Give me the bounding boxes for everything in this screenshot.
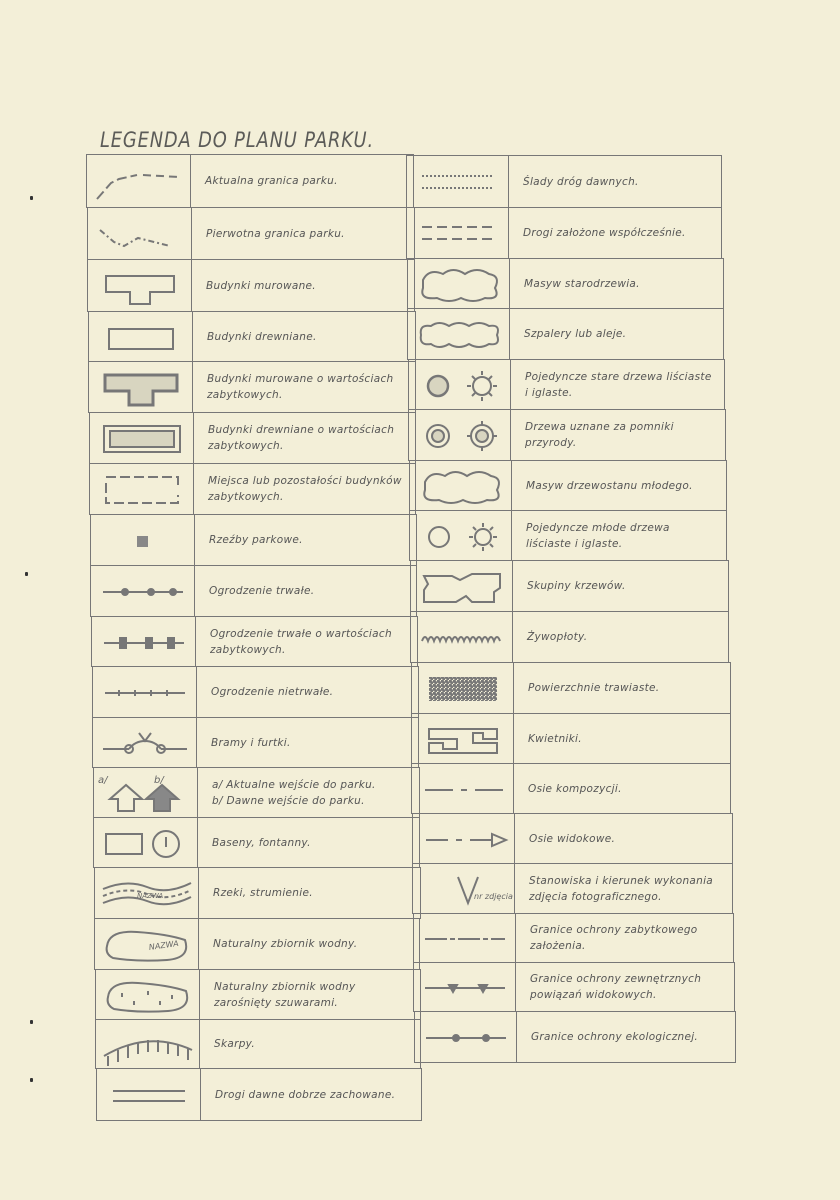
sculpture-icon bbox=[93, 516, 193, 564]
old-road-icon bbox=[99, 1071, 199, 1119]
old-tree-mass-icon bbox=[409, 260, 509, 308]
legend-label: Aktualna granica parku. bbox=[205, 175, 338, 187]
river-icon bbox=[97, 869, 197, 917]
legend-label: Pierwotna granica parku. bbox=[206, 227, 345, 240]
legend-row bbox=[90, 565, 417, 617]
legend-row bbox=[411, 713, 731, 764]
shrub-groups-icon bbox=[412, 562, 512, 610]
scan-mark bbox=[30, 1020, 33, 1024]
legend-label: Budynki murowane. bbox=[206, 279, 316, 292]
legend-label: a/ Aktualne wejście do parku. b/ Dawne wejście do parku. bbox=[212, 778, 376, 807]
photo-point-icon bbox=[414, 865, 514, 913]
monument-protection-boundary-icon bbox=[415, 914, 515, 962]
legend-row bbox=[408, 359, 725, 410]
legend-row bbox=[89, 412, 416, 464]
legend-label: Masyw drzewostanu młodego. bbox=[526, 479, 693, 492]
legend-label: Pojedyncze stare drzewa liściaste i iglaste. bbox=[525, 370, 712, 399]
legend-symbol-cell bbox=[92, 617, 196, 666]
legend-symbol-cell bbox=[88, 208, 192, 259]
legend-symbol-cell bbox=[413, 864, 515, 913]
legend-symbol-cell bbox=[412, 714, 514, 763]
legend-label: Ślady dróg dawnych. bbox=[523, 175, 639, 188]
modern-road-icon bbox=[408, 209, 508, 257]
monument-trees-icon bbox=[410, 411, 510, 459]
legend-row bbox=[90, 514, 417, 566]
scan-mark bbox=[25, 572, 28, 576]
legend-row bbox=[407, 308, 724, 360]
symbol-text: NAZWA bbox=[136, 892, 163, 900]
composition-axis-icon bbox=[413, 765, 513, 813]
legend-row bbox=[406, 207, 722, 259]
legend-symbol-cell bbox=[95, 919, 199, 969]
ecological-boundary-icon bbox=[416, 1013, 516, 1061]
legend-symbol-cell bbox=[410, 511, 512, 560]
legend-label: Skarpy. bbox=[214, 1038, 255, 1050]
dashed-boundary-icon bbox=[89, 157, 189, 205]
legend-row bbox=[409, 460, 727, 511]
legend-label: Osie widokowe. bbox=[529, 832, 616, 845]
legend-symbol-cell bbox=[97, 1069, 201, 1120]
legend-symbol-cell bbox=[94, 768, 198, 817]
escarpment-icon bbox=[98, 1020, 198, 1068]
legend-row bbox=[407, 258, 724, 309]
legend-title: LEGENDA DO PLANU PARKU. bbox=[100, 128, 374, 152]
legend-symbol-cell bbox=[89, 312, 193, 361]
legend-row bbox=[406, 155, 722, 208]
legend-label: Skupiny krzewów. bbox=[527, 580, 626, 592]
scan-mark bbox=[30, 1078, 33, 1082]
legend-symbol-cell bbox=[88, 260, 192, 311]
legend-symbol-cell bbox=[408, 309, 510, 359]
legend-row bbox=[409, 510, 727, 561]
legend-label: Miejsca lub pozostałości budynków zabytkowych. bbox=[208, 475, 402, 503]
wooden-building-icon bbox=[91, 313, 191, 361]
legend-label: Masyw starodrzewia. bbox=[524, 277, 640, 290]
legend-label: Drogi dawne dobrze zachowane. bbox=[215, 1088, 396, 1101]
legend-symbol-cell bbox=[414, 914, 516, 962]
legend-symbol-cell bbox=[412, 663, 514, 713]
historic-fence-icon bbox=[94, 618, 194, 666]
legend-symbol-cell bbox=[413, 814, 515, 863]
legend-row bbox=[92, 717, 419, 768]
legend-label: Budynki drewniane o wartościach zabytkowych. bbox=[208, 424, 395, 452]
legend-label: Pojedyncze młode drzewa liściaste i iglaste. bbox=[526, 521, 670, 550]
legend-symbol-cell bbox=[87, 155, 191, 207]
historic-wooden-building-icon bbox=[92, 414, 192, 462]
legend-row bbox=[96, 1068, 422, 1121]
legend-row bbox=[87, 259, 415, 312]
legend-symbol-cell bbox=[95, 868, 199, 918]
building-remains-icon bbox=[92, 465, 192, 513]
legend-symbol-cell bbox=[93, 667, 197, 717]
legend-row bbox=[92, 666, 419, 718]
legend-symbol-cell bbox=[91, 515, 195, 565]
scan-mark bbox=[30, 196, 33, 200]
legend-row bbox=[88, 311, 416, 362]
legend-symbol-cell bbox=[90, 464, 194, 514]
view-axis-icon bbox=[414, 815, 514, 863]
legend-symbol-cell bbox=[96, 970, 200, 1019]
legend-symbol-cell bbox=[91, 566, 195, 616]
legend-symbol-cell bbox=[411, 561, 513, 611]
legend-row bbox=[88, 361, 416, 413]
legend-label: Bramy i furtki. bbox=[211, 736, 291, 749]
legend-symbol-cell bbox=[407, 208, 509, 258]
legend-symbol-cell bbox=[414, 963, 516, 1011]
brick-building-icon bbox=[90, 262, 190, 310]
legend-label: Drogi założone współcześnie. bbox=[523, 227, 686, 239]
permanent-fence-icon bbox=[93, 567, 193, 615]
legend-row bbox=[411, 763, 731, 814]
legend-label: Naturalny zbiornik wodny zarośnięty szuwarami. bbox=[214, 980, 356, 1009]
legend-symbol-cell bbox=[407, 156, 509, 207]
legend-label: Ogrodzenie trwałe o wartościach zabytkowych. bbox=[210, 627, 392, 656]
legend-row bbox=[89, 463, 416, 515]
symbol-label-b: b/ bbox=[153, 774, 164, 786]
pool-fountain-icon bbox=[96, 819, 196, 867]
legend-row bbox=[412, 813, 733, 864]
legend-label: Budynki murowane o wartościach zabytkowych. bbox=[207, 373, 394, 401]
legend-row bbox=[94, 867, 421, 919]
legend-row bbox=[414, 1011, 736, 1063]
legend-symbol-cell bbox=[90, 413, 194, 463]
alley-icon bbox=[409, 310, 509, 358]
legend-symbol-cell bbox=[409, 410, 511, 460]
legend-row bbox=[91, 616, 418, 667]
pond-icon bbox=[97, 920, 197, 968]
legend-label: Żywopłoty. bbox=[527, 631, 588, 643]
original-boundary-icon bbox=[90, 210, 190, 258]
legend-label: Budynki drewniane. bbox=[207, 330, 317, 343]
legend-symbol-cell bbox=[94, 818, 198, 867]
legend-label: Rzeki, strumienie. bbox=[213, 887, 313, 899]
view-protection-boundary-icon bbox=[415, 963, 515, 1011]
legend-row bbox=[412, 863, 733, 914]
legend-label: Granice ochrony zewnętrznych powiązań widokowych. bbox=[530, 973, 702, 1001]
legend-label: Baseny, fontanny. bbox=[212, 836, 311, 849]
legend-label: Szpalery lub aleje. bbox=[524, 328, 627, 340]
temporary-fence-icon bbox=[95, 668, 195, 716]
legend-symbol-cell bbox=[89, 362, 193, 412]
legend-row bbox=[94, 918, 420, 970]
legend-symbol-cell bbox=[93, 718, 197, 767]
legend-symbol-cell bbox=[96, 1020, 200, 1068]
grass-icon bbox=[413, 664, 513, 712]
legend-row bbox=[408, 409, 726, 461]
legend-symbol-cell bbox=[410, 461, 512, 510]
legend-row bbox=[411, 662, 731, 714]
symbol-text: nr zdjęcia bbox=[473, 891, 513, 901]
legend-symbol-cell bbox=[408, 259, 510, 308]
legend-row bbox=[93, 817, 420, 868]
legend-label: Drzewa uznane za pomniki przyrody. bbox=[525, 421, 674, 449]
hedge-icon bbox=[412, 613, 512, 661]
symbol-text: NAZWA bbox=[147, 938, 179, 952]
legend-row bbox=[410, 611, 729, 663]
young-tree-mass-icon bbox=[411, 462, 511, 510]
legend-symbol-cell bbox=[409, 360, 511, 409]
legend-label: Rzeźby parkowe. bbox=[209, 534, 303, 546]
legend-label: Kwietniki. bbox=[528, 732, 582, 745]
old-road-traces-icon bbox=[408, 158, 508, 206]
legend-label: Stanowiska i kierunek wykonania zdjęcia fotograficznego. bbox=[529, 874, 714, 903]
legend-label: Ogrodzenie trwałe. bbox=[209, 585, 315, 597]
legend-label: Granice ochrony zabytkowego założenia. bbox=[530, 924, 698, 952]
entrance-arrows-icon bbox=[96, 769, 196, 817]
legend-label: Powierzchnie trawiaste. bbox=[528, 682, 660, 694]
old-single-trees-icon bbox=[410, 361, 510, 409]
historic-brick-building-icon bbox=[91, 363, 191, 411]
gate-icon bbox=[95, 719, 195, 767]
legend-label: Granice ochrony ekologicznej. bbox=[531, 1031, 699, 1043]
legend-label: Naturalny zbiornik wodny. bbox=[213, 938, 358, 950]
legend-row bbox=[413, 962, 735, 1012]
legend-symbol-cell bbox=[415, 1012, 517, 1062]
flowerbed-icon bbox=[413, 715, 513, 763]
legend-symbol-cell bbox=[412, 764, 514, 813]
legend-label: Ogrodzenie nietrwałe. bbox=[211, 686, 334, 698]
overgrown-pond-icon bbox=[98, 971, 198, 1019]
legend-label: Osie kompozycji. bbox=[528, 782, 622, 795]
legend-row bbox=[413, 913, 734, 963]
legend-row bbox=[87, 207, 415, 260]
legend-row bbox=[410, 560, 729, 612]
symbol-label-a: a/ bbox=[97, 774, 107, 786]
legend-row bbox=[95, 969, 421, 1020]
legend-row bbox=[86, 154, 414, 208]
legend-row bbox=[93, 767, 420, 818]
young-single-trees-icon bbox=[411, 512, 511, 560]
legend-symbol-cell bbox=[411, 612, 513, 662]
legend-row bbox=[95, 1019, 421, 1069]
